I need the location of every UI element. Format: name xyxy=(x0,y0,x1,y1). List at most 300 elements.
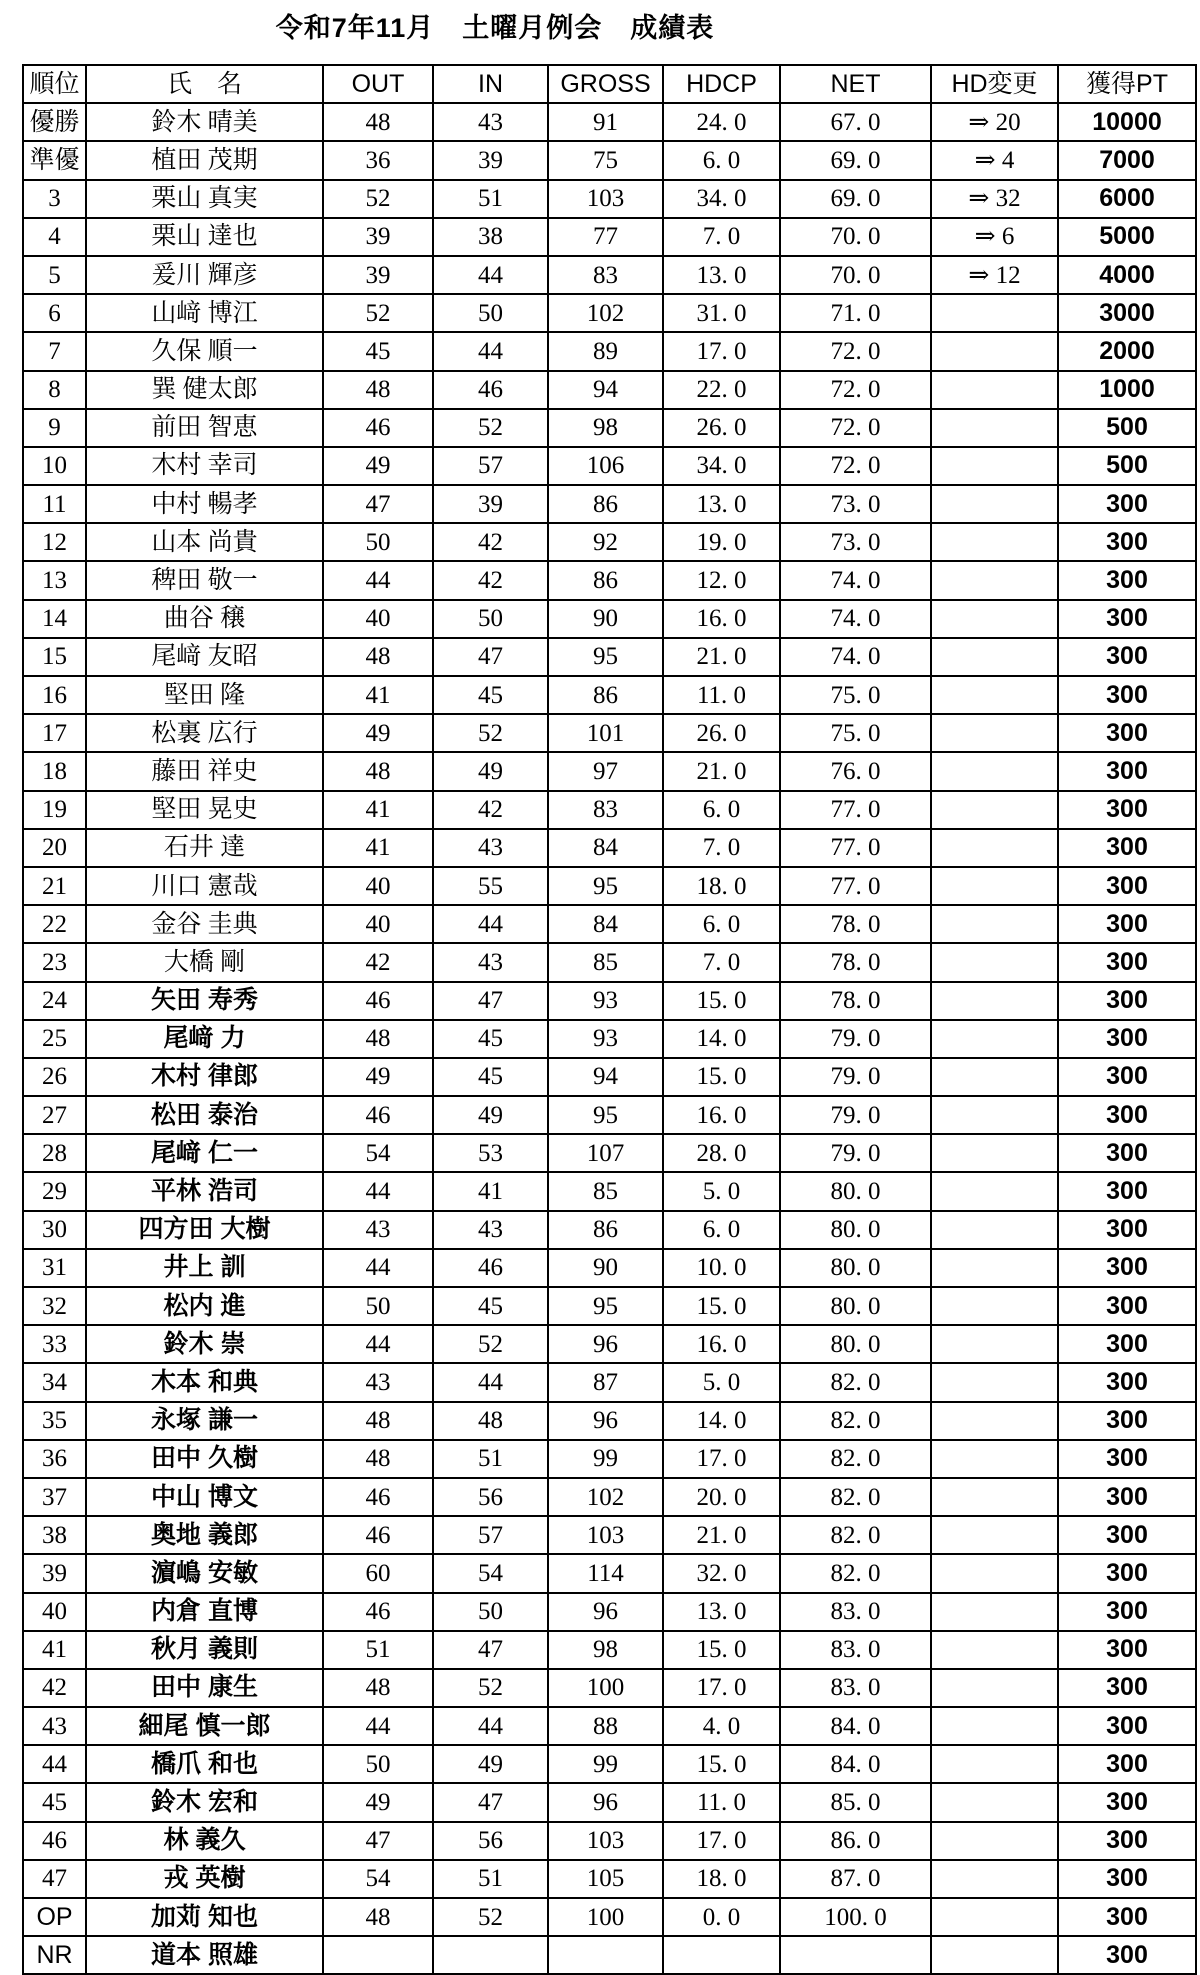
points-cell: 300 xyxy=(1058,791,1196,829)
hd-change-cell xyxy=(931,1363,1058,1401)
table-row xyxy=(23,1172,1196,1210)
out-cell: 44 xyxy=(323,1172,433,1210)
column-header-name: 氏 名 xyxy=(86,65,323,103)
gross-cell: 75 xyxy=(548,141,663,179)
gross-cell: 94 xyxy=(548,1058,663,1096)
gross-cell: 93 xyxy=(548,1020,663,1058)
in-cell: 49 xyxy=(433,752,548,790)
hdcp-cell: 21. 0 xyxy=(663,752,780,790)
net-cell: 72. 0 xyxy=(780,409,931,447)
net-cell: 70. 0 xyxy=(780,256,931,294)
hd-change-cell xyxy=(931,752,1058,790)
hdcp-cell: 15. 0 xyxy=(663,982,780,1020)
gross-cell: 100 xyxy=(548,1669,663,1707)
net-cell: 78. 0 xyxy=(780,982,931,1020)
net-cell: 100. 0 xyxy=(780,1898,931,1936)
points-cell: 4000 xyxy=(1058,256,1196,294)
out-cell: 54 xyxy=(323,1860,433,1898)
out-cell: 40 xyxy=(323,905,433,943)
points-cell: 300 xyxy=(1058,752,1196,790)
name-cell: 四方田 大樹 xyxy=(86,1211,323,1249)
gross-cell: 99 xyxy=(548,1440,663,1478)
in-cell: 47 xyxy=(433,1783,548,1821)
table-row xyxy=(23,1096,1196,1134)
in-cell: 39 xyxy=(433,141,548,179)
name-cell: 秋月 義則 xyxy=(86,1631,323,1669)
table-row xyxy=(23,141,1196,179)
in-cell: 43 xyxy=(433,103,548,141)
out-cell: 46 xyxy=(323,1593,433,1631)
in-cell: 39 xyxy=(433,485,548,523)
out-cell: 44 xyxy=(323,1707,433,1745)
gross-cell: 94 xyxy=(548,371,663,409)
gross-cell: 86 xyxy=(548,561,663,599)
name-cell: 爰川 輝彦 xyxy=(86,256,323,294)
name-cell: 鈴木 崇 xyxy=(86,1325,323,1363)
name-cell: 井上 訓 xyxy=(86,1249,323,1287)
hd-change-cell xyxy=(931,523,1058,561)
gross-cell: 83 xyxy=(548,791,663,829)
in-cell: 42 xyxy=(433,791,548,829)
out-cell: 47 xyxy=(323,485,433,523)
in-cell: 43 xyxy=(433,829,548,867)
column-header-gross: GROSS xyxy=(548,65,663,103)
name-cell: 加苅 知也 xyxy=(86,1898,323,1936)
net-cell: 84. 0 xyxy=(780,1707,931,1745)
gross-cell: 84 xyxy=(548,905,663,943)
rank-cell: 14 xyxy=(23,600,86,638)
gross-cell: 85 xyxy=(548,943,663,981)
hdcp-cell: 16. 0 xyxy=(663,1096,780,1134)
out-cell: 40 xyxy=(323,600,433,638)
out-cell: 52 xyxy=(323,180,433,218)
gross-cell: 101 xyxy=(548,714,663,752)
gross-cell: 89 xyxy=(548,332,663,370)
points-cell: 300 xyxy=(1058,1516,1196,1554)
table-row xyxy=(23,905,1196,943)
hdcp-cell: 11. 0 xyxy=(663,676,780,714)
hdcp-cell: 34. 0 xyxy=(663,180,780,218)
net-cell: 84. 0 xyxy=(780,1745,931,1783)
points-cell: 300 xyxy=(1058,1898,1196,1936)
rank-cell: 8 xyxy=(23,371,86,409)
table-row xyxy=(23,1898,1196,1936)
in-cell: 50 xyxy=(433,600,548,638)
out-cell: 42 xyxy=(323,943,433,981)
hd-change-cell xyxy=(931,371,1058,409)
hd-change-cell xyxy=(931,1554,1058,1592)
table-row xyxy=(23,1936,1196,1974)
in-cell: 42 xyxy=(433,523,548,561)
net-cell: 82. 0 xyxy=(780,1554,931,1592)
net-cell: 77. 0 xyxy=(780,829,931,867)
column-header-rank: 順位 xyxy=(23,65,86,103)
hdcp-cell: 6. 0 xyxy=(663,141,780,179)
gross-cell: 103 xyxy=(548,1516,663,1554)
rank-cell: 32 xyxy=(23,1287,86,1325)
hd-change-cell: ⇒ 6 xyxy=(931,218,1058,256)
net-cell: 79. 0 xyxy=(780,1096,931,1134)
name-cell: 平林 浩司 xyxy=(86,1172,323,1210)
column-header-hd-change: HD変更 xyxy=(931,65,1058,103)
hdcp-cell: 13. 0 xyxy=(663,1593,780,1631)
net-cell: 73. 0 xyxy=(780,523,931,561)
net-cell: 79. 0 xyxy=(780,1134,931,1172)
in-cell: 51 xyxy=(433,1860,548,1898)
points-cell: 10000 xyxy=(1058,103,1196,141)
out-cell: 48 xyxy=(323,1898,433,1936)
net-cell: 71. 0 xyxy=(780,294,931,332)
in-cell xyxy=(433,1936,548,1974)
hdcp-cell: 15. 0 xyxy=(663,1631,780,1669)
in-cell: 56 xyxy=(433,1822,548,1860)
hdcp-cell: 7. 0 xyxy=(663,218,780,256)
table-row xyxy=(23,1593,1196,1631)
gross-cell: 85 xyxy=(548,1172,663,1210)
name-cell: 栗山 真実 xyxy=(86,180,323,218)
points-cell: 500 xyxy=(1058,409,1196,447)
hd-change-cell xyxy=(931,1631,1058,1669)
hdcp-cell: 6. 0 xyxy=(663,1211,780,1249)
hd-change-cell xyxy=(931,714,1058,752)
out-cell: 41 xyxy=(323,676,433,714)
gross-cell: 107 xyxy=(548,1134,663,1172)
rank-cell: 30 xyxy=(23,1211,86,1249)
name-cell: 松田 泰治 xyxy=(86,1096,323,1134)
hd-change-cell xyxy=(931,332,1058,370)
in-cell: 56 xyxy=(433,1478,548,1516)
rank-cell: NR xyxy=(23,1936,86,1974)
in-cell: 52 xyxy=(433,714,548,752)
rank-cell: 6 xyxy=(23,294,86,332)
rank-cell: 15 xyxy=(23,638,86,676)
hd-change-cell xyxy=(931,1822,1058,1860)
hdcp-cell: 31. 0 xyxy=(663,294,780,332)
name-cell: 矢田 寿秀 xyxy=(86,982,323,1020)
hdcp-cell: 14. 0 xyxy=(663,1402,780,1440)
hd-change-cell xyxy=(931,1096,1058,1134)
points-cell: 500 xyxy=(1058,447,1196,485)
net-cell: 74. 0 xyxy=(780,561,931,599)
rank-cell: OP xyxy=(23,1898,86,1936)
hd-change-cell xyxy=(931,1745,1058,1783)
in-cell: 47 xyxy=(433,638,548,676)
rank-cell: 26 xyxy=(23,1058,86,1096)
net-cell: 82. 0 xyxy=(780,1440,931,1478)
hdcp-cell: 11. 0 xyxy=(663,1783,780,1821)
hd-change-cell xyxy=(931,1402,1058,1440)
points-cell: 300 xyxy=(1058,1287,1196,1325)
name-cell: 石井 達 xyxy=(86,829,323,867)
in-cell: 43 xyxy=(433,943,548,981)
points-cell: 300 xyxy=(1058,1172,1196,1210)
points-cell: 300 xyxy=(1058,600,1196,638)
rank-cell: 9 xyxy=(23,409,86,447)
in-cell: 51 xyxy=(433,180,548,218)
net-cell: 74. 0 xyxy=(780,600,931,638)
column-header-points: 獲得PT xyxy=(1058,65,1196,103)
name-cell: 鈴木 宏和 xyxy=(86,1783,323,1821)
hd-change-cell xyxy=(931,1478,1058,1516)
hd-change-cell xyxy=(931,485,1058,523)
results-tbody xyxy=(23,103,1196,1974)
name-cell: 藤田 祥史 xyxy=(86,752,323,790)
table-row xyxy=(23,1058,1196,1096)
rank-cell: 3 xyxy=(23,180,86,218)
rank-cell: 31 xyxy=(23,1249,86,1287)
name-cell: 松内 進 xyxy=(86,1287,323,1325)
in-cell: 45 xyxy=(433,1058,548,1096)
net-cell: 72. 0 xyxy=(780,447,931,485)
name-cell: 尾﨑 友昭 xyxy=(86,638,323,676)
hd-change-cell xyxy=(931,561,1058,599)
hd-change-cell xyxy=(931,829,1058,867)
hdcp-cell: 16. 0 xyxy=(663,600,780,638)
table-row xyxy=(23,1211,1196,1249)
name-cell: 田中 久樹 xyxy=(86,1440,323,1478)
gross-cell: 95 xyxy=(548,867,663,905)
hd-change-cell: ⇒ 20 xyxy=(931,103,1058,141)
table-row xyxy=(23,1554,1196,1592)
hdcp-cell: 10. 0 xyxy=(663,1249,780,1287)
name-cell: 栗山 達也 xyxy=(86,218,323,256)
hd-change-cell xyxy=(931,1287,1058,1325)
points-cell: 300 xyxy=(1058,1402,1196,1440)
table-row xyxy=(23,752,1196,790)
rank-cell: 4 xyxy=(23,218,86,256)
name-cell: 大橋 剛 xyxy=(86,943,323,981)
rank-cell: 41 xyxy=(23,1631,86,1669)
hd-change-cell xyxy=(931,1783,1058,1821)
name-cell: 木本 和典 xyxy=(86,1363,323,1401)
rank-cell: 27 xyxy=(23,1096,86,1134)
rank-cell: 準優 xyxy=(23,141,86,179)
points-cell: 2000 xyxy=(1058,332,1196,370)
in-cell: 45 xyxy=(433,1020,548,1058)
rank-cell: 優勝 xyxy=(23,103,86,141)
in-cell: 42 xyxy=(433,561,548,599)
hd-change-cell xyxy=(931,600,1058,638)
name-cell: 細尾 慎一郎 xyxy=(86,1707,323,1745)
gross-cell: 86 xyxy=(548,1211,663,1249)
page-title: 令和7年11月 土曜月例会 成績表 xyxy=(275,13,715,43)
hdcp-cell: 5. 0 xyxy=(663,1363,780,1401)
table-row xyxy=(23,371,1196,409)
name-cell: 松裏 広行 xyxy=(86,714,323,752)
hdcp-cell: 13. 0 xyxy=(663,485,780,523)
net-cell: 72. 0 xyxy=(780,332,931,370)
rank-cell: 10 xyxy=(23,447,86,485)
out-cell: 49 xyxy=(323,447,433,485)
gross-cell: 92 xyxy=(548,523,663,561)
name-cell: 木村 律郎 xyxy=(86,1058,323,1096)
gross-cell: 102 xyxy=(548,1478,663,1516)
name-cell: 尾﨑 力 xyxy=(86,1020,323,1058)
in-cell: 54 xyxy=(433,1554,548,1592)
net-cell: 80. 0 xyxy=(780,1172,931,1210)
net-cell: 87. 0 xyxy=(780,1860,931,1898)
in-cell: 49 xyxy=(433,1096,548,1134)
points-cell: 300 xyxy=(1058,1860,1196,1898)
out-cell: 46 xyxy=(323,1096,433,1134)
out-cell: 39 xyxy=(323,256,433,294)
name-cell: 曲谷 穣 xyxy=(86,600,323,638)
hdcp-cell: 13. 0 xyxy=(663,256,780,294)
points-cell: 300 xyxy=(1058,943,1196,981)
gross-cell: 90 xyxy=(548,600,663,638)
table-row xyxy=(23,1402,1196,1440)
out-cell: 51 xyxy=(323,1631,433,1669)
gross-cell: 105 xyxy=(548,1860,663,1898)
in-cell: 53 xyxy=(433,1134,548,1172)
out-cell: 46 xyxy=(323,982,433,1020)
hd-change-cell xyxy=(931,1440,1058,1478)
out-cell: 49 xyxy=(323,1058,433,1096)
hd-change-cell xyxy=(931,1211,1058,1249)
gross-cell: 96 xyxy=(548,1783,663,1821)
table-row xyxy=(23,447,1196,485)
gross-cell: 90 xyxy=(548,1249,663,1287)
table-row xyxy=(23,1669,1196,1707)
net-cell: 85. 0 xyxy=(780,1783,931,1821)
points-cell: 300 xyxy=(1058,829,1196,867)
out-cell: 45 xyxy=(323,332,433,370)
gross-cell: 103 xyxy=(548,180,663,218)
table-row xyxy=(23,676,1196,714)
rank-cell: 39 xyxy=(23,1554,86,1592)
header-row xyxy=(23,65,1196,103)
net-cell: 76. 0 xyxy=(780,752,931,790)
name-cell: 林 義久 xyxy=(86,1822,323,1860)
hdcp-cell: 15. 0 xyxy=(663,1745,780,1783)
rank-cell: 37 xyxy=(23,1478,86,1516)
gross-cell: 88 xyxy=(548,1707,663,1745)
in-cell: 47 xyxy=(433,1631,548,1669)
rank-cell: 34 xyxy=(23,1363,86,1401)
name-cell: 堅田 晃史 xyxy=(86,791,323,829)
gross-cell: 96 xyxy=(548,1402,663,1440)
out-cell: 49 xyxy=(323,714,433,752)
gross-cell: 83 xyxy=(548,256,663,294)
name-cell: 前田 智恵 xyxy=(86,409,323,447)
hd-change-cell xyxy=(931,1058,1058,1096)
net-cell: 80. 0 xyxy=(780,1287,931,1325)
out-cell: 48 xyxy=(323,1669,433,1707)
net-cell: 80. 0 xyxy=(780,1249,931,1287)
rank-cell: 40 xyxy=(23,1593,86,1631)
in-cell: 52 xyxy=(433,1898,548,1936)
hd-change-cell: ⇒ 4 xyxy=(931,141,1058,179)
hdcp-cell: 17. 0 xyxy=(663,332,780,370)
points-cell: 300 xyxy=(1058,1669,1196,1707)
hd-change-cell xyxy=(931,294,1058,332)
name-cell: 橋爪 和也 xyxy=(86,1745,323,1783)
table-row xyxy=(23,332,1196,370)
rank-cell: 16 xyxy=(23,676,86,714)
hdcp-cell: 6. 0 xyxy=(663,905,780,943)
table-row xyxy=(23,1020,1196,1058)
net-cell: 75. 0 xyxy=(780,714,931,752)
hdcp-cell: 26. 0 xyxy=(663,409,780,447)
table-row xyxy=(23,1249,1196,1287)
hdcp-cell: 5. 0 xyxy=(663,1172,780,1210)
gross-cell: 96 xyxy=(548,1593,663,1631)
rank-cell: 25 xyxy=(23,1020,86,1058)
points-cell: 3000 xyxy=(1058,294,1196,332)
name-cell: 尾﨑 仁一 xyxy=(86,1134,323,1172)
hd-change-cell xyxy=(931,1020,1058,1058)
hd-change-cell xyxy=(931,1134,1058,1172)
points-cell: 300 xyxy=(1058,485,1196,523)
hdcp-cell: 24. 0 xyxy=(663,103,780,141)
gross-cell: 99 xyxy=(548,1745,663,1783)
rank-cell: 47 xyxy=(23,1860,86,1898)
name-cell: 木村 幸司 xyxy=(86,447,323,485)
out-cell: 50 xyxy=(323,1745,433,1783)
column-header-out: OUT xyxy=(323,65,433,103)
out-cell: 48 xyxy=(323,103,433,141)
rank-cell: 21 xyxy=(23,867,86,905)
points-cell: 300 xyxy=(1058,1478,1196,1516)
net-cell: 80. 0 xyxy=(780,1325,931,1363)
in-cell: 49 xyxy=(433,1745,548,1783)
table-row xyxy=(23,829,1196,867)
table-row xyxy=(23,103,1196,141)
table-row xyxy=(23,1516,1196,1554)
net-cell: 82. 0 xyxy=(780,1363,931,1401)
in-cell: 45 xyxy=(433,1287,548,1325)
hdcp-cell: 17. 0 xyxy=(663,1440,780,1478)
points-cell: 300 xyxy=(1058,1554,1196,1592)
out-cell: 43 xyxy=(323,1363,433,1401)
in-cell: 52 xyxy=(433,1669,548,1707)
points-cell: 300 xyxy=(1058,1593,1196,1631)
net-cell: 78. 0 xyxy=(780,905,931,943)
table-row xyxy=(23,638,1196,676)
gross-cell: 114 xyxy=(548,1554,663,1592)
out-cell: 48 xyxy=(323,1020,433,1058)
gross-cell: 86 xyxy=(548,676,663,714)
name-cell: 永塚 謙一 xyxy=(86,1402,323,1440)
rank-cell: 33 xyxy=(23,1325,86,1363)
net-cell: 77. 0 xyxy=(780,791,931,829)
points-cell: 300 xyxy=(1058,1631,1196,1669)
out-cell: 44 xyxy=(323,561,433,599)
out-cell: 50 xyxy=(323,523,433,561)
out-cell: 44 xyxy=(323,1325,433,1363)
net-cell: 74. 0 xyxy=(780,638,931,676)
points-cell: 300 xyxy=(1058,1783,1196,1821)
points-cell: 300 xyxy=(1058,1211,1196,1249)
gross-cell: 100 xyxy=(548,1898,663,1936)
name-cell: 奥地 義郎 xyxy=(86,1516,323,1554)
out-cell: 41 xyxy=(323,829,433,867)
hdcp-cell: 21. 0 xyxy=(663,638,780,676)
net-cell: 79. 0 xyxy=(780,1058,931,1096)
hdcp-cell: 18. 0 xyxy=(663,867,780,905)
in-cell: 44 xyxy=(433,1707,548,1745)
out-cell: 48 xyxy=(323,1440,433,1478)
rank-cell: 23 xyxy=(23,943,86,981)
table-row xyxy=(23,1325,1196,1363)
table-row xyxy=(23,1440,1196,1478)
in-cell: 47 xyxy=(433,982,548,1020)
rank-cell: 20 xyxy=(23,829,86,867)
rank-cell: 12 xyxy=(23,523,86,561)
points-cell: 300 xyxy=(1058,676,1196,714)
in-cell: 44 xyxy=(433,905,548,943)
rank-cell: 24 xyxy=(23,982,86,1020)
